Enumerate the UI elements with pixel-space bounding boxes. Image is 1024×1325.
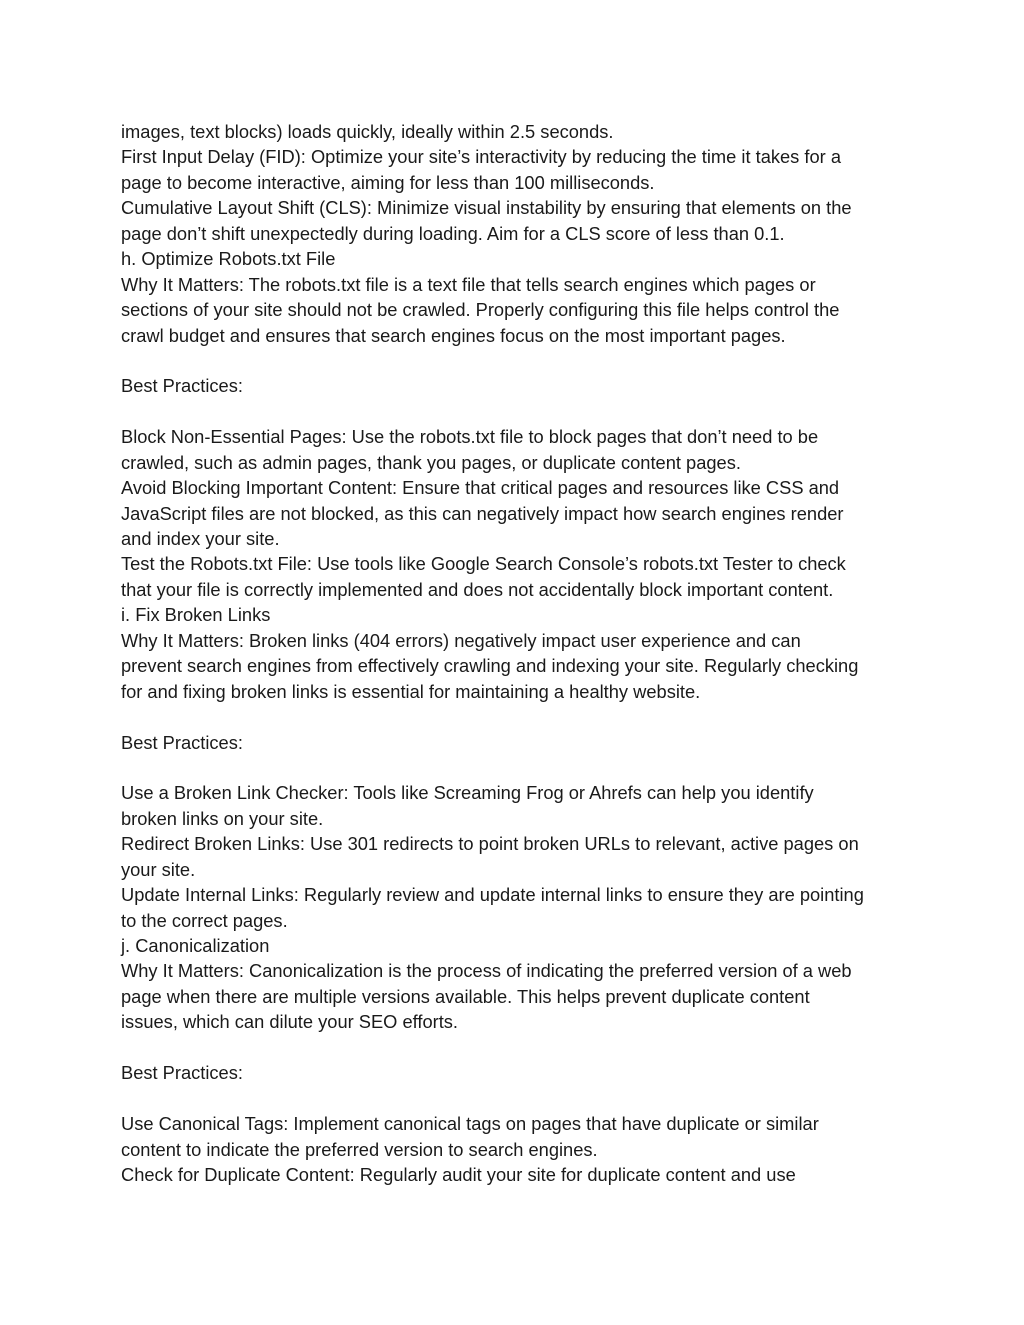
document-body [121,119,911,1187]
text-line: Test the Robots.txt File: Use tools like Google Search Console’s robots.txt Tester to check [121,553,846,575]
text-line: and index your site. [121,528,280,549]
text-line: First Input Delay (FID): Optimize your site’s interactivity by reducing the time it takes for a [121,146,841,168]
text-line: crawled, such as admin pages, thank you pages, or duplicate content pages. [121,451,741,473]
text-line: content to indicate the preferred version to search engines. [121,1138,598,1160]
text-line: JavaScript files are not blocked, as this can negatively impact how search engines render [121,502,844,524]
text-line: broken links on your site. [121,807,324,829]
text-line: Best Practices: [121,731,243,753]
text-line: that your file is correctly implemented and does not accidentally block important content. [121,578,834,600]
text-line: sections of your site should not be crawled. Properly configuring this file helps control the [121,299,840,321]
text-line: issues, which can dilute your SEO efforts. [121,1011,459,1033]
blank-line [121,348,911,373]
text-line: to the correct pages. [121,909,288,931]
text-line: i. Fix Broken Links [121,604,271,626]
text-line: Best Practices: [121,1062,243,1084]
text-line: j. Canonicalization [121,935,270,956]
text-line: prevent search engines from effectively crawling and indexing your site. Regularly checking [121,655,859,677]
text-line: Cumulative Layout Shift (CLS): Minimize visual instability by ensuring that elements on the [121,197,852,219]
text-line: Why It Matters: Broken links (404 errors) negatively impact user experience and can [121,629,801,651]
text-line: Avoid Blocking Important Content: Ensure that critical pages and resources like CSS and [121,477,840,499]
blank-line [121,755,911,780]
text-line: Check for Duplicate Content: Regularly audit your site for duplicate content and use [121,1163,796,1185]
blank-line [121,704,911,729]
text-line: Use Canonical Tags: Implement canonical tags on pages that have duplicate or similar [121,1113,819,1135]
text-line: for and fixing broken links is essential for maintaining a healthy website. [121,680,701,702]
text-line: Block Non-Essential Pages: Use the robots.txt file to block pages that don’t need to be [121,426,819,448]
text-line: page when there are multiple versions available. This helps prevent duplicate content [121,985,810,1007]
text-line: Why It Matters: Canonicalization is the process of indicating the preferred version of a web [121,960,852,982]
blank-line [121,399,911,424]
text-line: page to become interactive, aiming for less than 100 milliseconds. [121,171,655,193]
text-line: Best Practices: [121,375,243,397]
text-line: Use a Broken Link Checker: Tools like Screaming Frog or Ahrefs can help you identify [121,782,814,804]
text-line: page don’t shift unexpectedly during loading. Aim for a CLS score of less than 0.1. [121,222,785,244]
text-line: crawl budget and ensures that search engines focus on the most important pages. [121,324,786,346]
blank-line [121,1086,911,1111]
text-line: your site. [121,858,196,880]
text-line: Why It Matters: The robots.txt file is a text file that tells search engines which pages or [121,273,816,295]
text-line: h. Optimize Robots.txt File [121,248,336,270]
text-line: Update Internal Links: Regularly review and update internal links to ensure they are pointing [121,884,864,906]
blank-line [121,1035,911,1060]
text-line: Redirect Broken Links: Use 301 redirects to point broken URLs to relevant, active pages on [121,833,859,855]
text-line: images, text blocks) loads quickly, ideally within 2.5 seconds. [121,121,614,142]
